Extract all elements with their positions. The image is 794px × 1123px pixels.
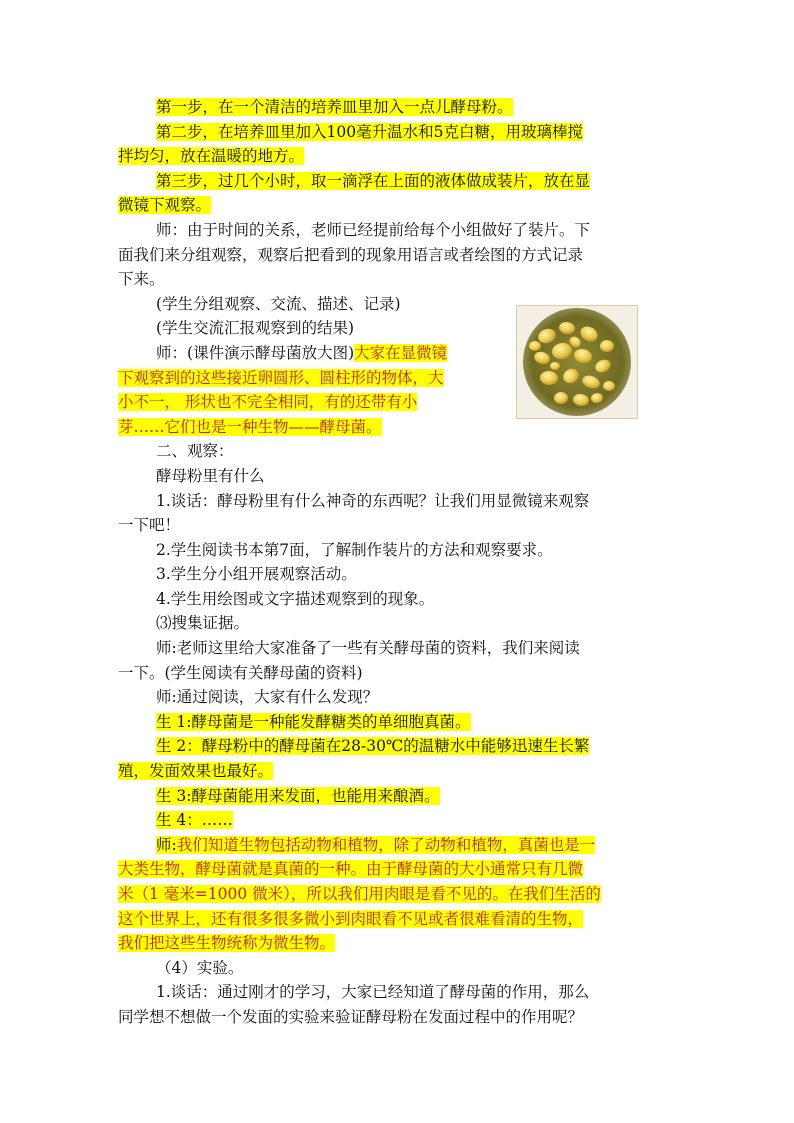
yeast-cell <box>603 381 615 391</box>
text-segment: 一下。(学生阅读有关酵母菌的资料) <box>118 663 363 682</box>
text-line <box>118 636 680 661</box>
text-line <box>118 956 680 981</box>
text-segment: 酵母粉里有什么 <box>156 466 265 485</box>
text-line <box>118 759 680 784</box>
text-line <box>118 882 680 907</box>
yeast-cell <box>529 341 541 351</box>
text-segment: 师:通过阅读，大家有什么发现？ <box>156 688 379 707</box>
text-segment: 生 4：…… <box>156 811 233 830</box>
text-segment: 2.学生阅读书本第7面，了解制作装片的方法和观察要求。 <box>156 540 553 559</box>
text-line <box>118 538 680 563</box>
text-line <box>118 710 680 735</box>
text-line <box>118 439 680 464</box>
text-line <box>118 857 680 882</box>
text-segment: 第三步，过几个小时，取一滴浮在上面的液体做成装片，放在显 <box>156 171 591 190</box>
text-segment: 3.学生分小组开展观察活动。 <box>156 565 357 584</box>
yeast-cell <box>550 362 560 370</box>
text-segment: 生 3:酵母菌能用来发面，也能用来酿酒。 <box>156 786 440 805</box>
text-segment: 第二步，在培养皿里加入100毫升温水和5克白糖，用玻璃棒搅 <box>156 122 583 141</box>
text-segment: 师: <box>156 835 177 854</box>
text-line <box>118 489 680 514</box>
text-segment: 这个世界上，还有很多很多微小到肉眼看不见或者很难看清的生物， <box>118 909 584 928</box>
text-segment: 我们知道生物包括动物和植物，除了动物和植物，真菌也是一 <box>176 835 596 854</box>
text-line <box>118 784 680 809</box>
text-line <box>118 833 680 858</box>
text-segment: 第一步，在一个清洁的培养皿里加入一点儿酵母粉。 <box>156 98 513 116</box>
text-segment: 1.谈话：通过刚才的学习，大家已经知道了酵母菌的作用，那么 <box>156 983 590 1002</box>
text-segment: 下来。 <box>118 270 165 289</box>
text-segment: 生 1:酵母菌是一种能发酵糖类的单细胞真菌。 <box>156 712 471 731</box>
text-line <box>118 808 680 833</box>
lesson-plan-text <box>118 95 680 1030</box>
text-line <box>118 611 680 636</box>
text-line <box>118 513 680 538</box>
text-segment: 下观察到的这些接近卵圆形、圆柱形的物体，大 <box>118 368 444 387</box>
text-segment: 同学想不想做一个发面的实验来验证酵母粉在发面过程中的作用呢？ <box>118 1007 584 1026</box>
text-segment: 拌均匀，放在温暖的地方。 <box>118 147 305 166</box>
text-line <box>118 144 680 169</box>
text-segment: 一下吧！ <box>118 516 181 535</box>
text-line <box>118 120 680 145</box>
yeast-cell <box>554 392 568 404</box>
text-segment: 微镜下观察。 <box>118 196 212 215</box>
text-line <box>118 685 680 710</box>
text-segment: 小不一， 形状也不完全相同，有的还带有小 <box>118 393 418 412</box>
text-segment: 面我们来分组观察，观察后把看到的现象用语言或者绘图的方式记录 <box>118 245 584 264</box>
text-segment: 师:老师这里给大家准备了一些有关酵母菌的资料，我们来阅读 <box>156 639 580 658</box>
text-segment: 二、观察： <box>156 442 234 461</box>
text-line <box>118 587 680 612</box>
text-line <box>118 907 680 932</box>
text-segment: (学生分组观察、交流、描述、记录) <box>156 294 401 313</box>
text-line <box>118 243 680 268</box>
text-line <box>118 562 680 587</box>
text-segment: 生 2：酵母粉中的酵母菌在28-30℃的温糖水中能够迅速生长繁 <box>156 737 590 756</box>
text-line <box>118 1005 680 1030</box>
text-line <box>118 95 680 120</box>
text-segment: (学生交流汇报观察到的结果) <box>156 319 355 338</box>
text-segment: 大家在显微镜 <box>354 343 448 362</box>
text-segment: 米（1 毫米=1000 微米），所以我们用肉眼是看不见的。在我们生活的 <box>118 885 601 903</box>
text-line <box>118 980 680 1005</box>
text-segment: 我们把这些生物统称为微生物。 <box>118 934 336 953</box>
text-line <box>118 193 680 218</box>
text-line <box>118 464 680 489</box>
text-line <box>118 931 680 956</box>
text-line <box>118 661 680 686</box>
text-segment: 师： <box>156 343 188 362</box>
yeast-cell <box>600 340 614 352</box>
text-segment: 4.学生用绘图或文字描述观察到的现象。 <box>156 589 435 608</box>
text-line <box>118 218 680 243</box>
text-line <box>118 734 680 759</box>
text-line <box>118 169 680 194</box>
yeast-cells-illustration <box>517 306 637 418</box>
text-segment: 1.谈话：酵母粉里有什么神奇的东西呢？让我们用显微镜来观察 <box>156 491 590 510</box>
text-segment: （4）实验。 <box>156 958 244 977</box>
text-segment: 殖，发面效果也最好。 <box>118 762 274 781</box>
text-line <box>118 267 680 292</box>
text-segment: (课件演示酵母菌放大图) <box>187 343 355 362</box>
text-segment: ⑶搜集证据。 <box>156 614 250 633</box>
text-segment: 芽……它们也是一种生物——酵母菌。 <box>118 417 382 436</box>
text-segment: 师：由于时间的关系，老师已经提前给每个小组做好了装片。下 <box>156 220 591 239</box>
text-segment: 大类生物，酵母菌就是真菌的一种。由于酵母菌的大小通常只有几微 <box>118 860 584 879</box>
yeast-microscope-image <box>516 305 638 419</box>
